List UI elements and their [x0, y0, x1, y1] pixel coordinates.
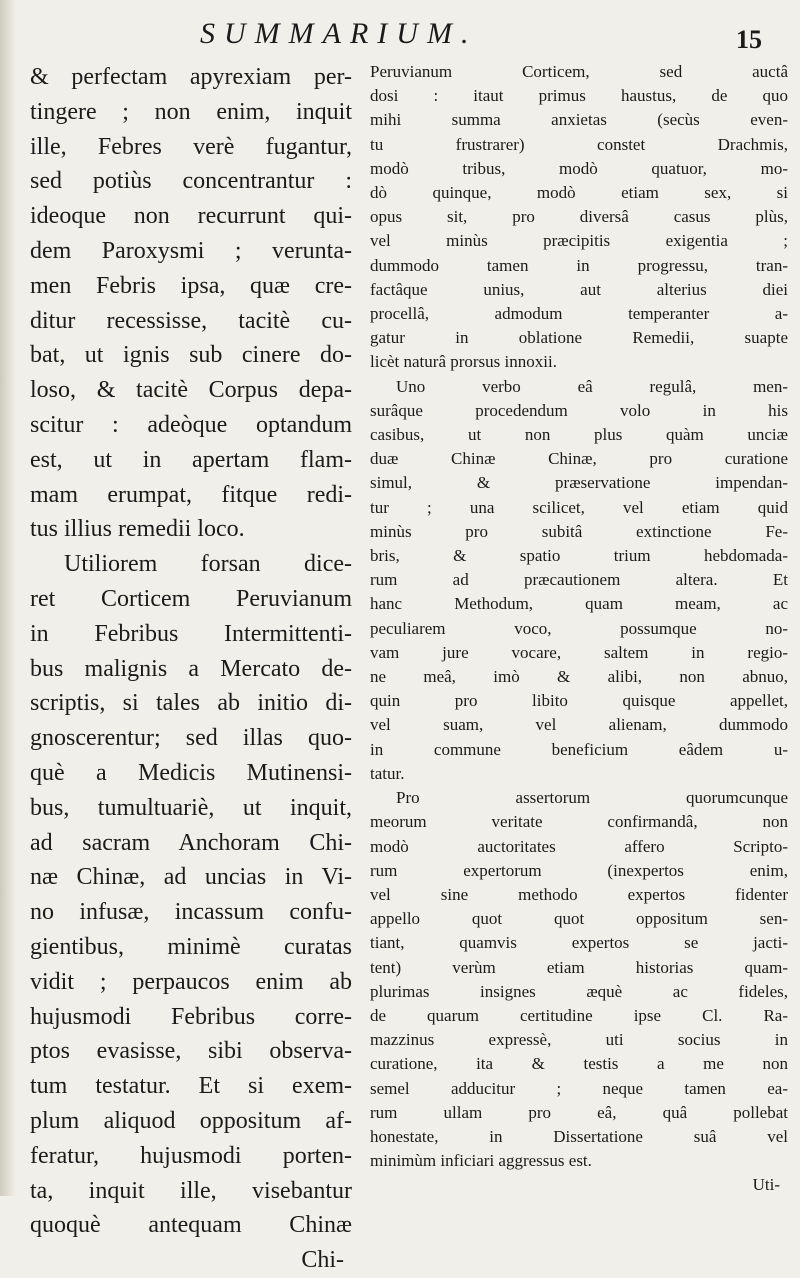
text-line: men Febris ipsa, quæ cre-	[30, 272, 352, 299]
text-line: mihi summa anxietas (secùs even-	[370, 110, 788, 130]
text-line: gientibus, minimè curatas	[30, 933, 352, 960]
text-line: hanc Methodum, quam meam, ac	[370, 594, 788, 614]
text-line: curatione, ita & testis a me non	[370, 1054, 788, 1074]
text-line: minimùm inficiari aggressus est.	[370, 1151, 592, 1171]
text-line: de quarum certitudine ipse Cl. Ra-	[370, 1005, 788, 1025]
text-line: plurimas insignes æquè ac fideles,	[370, 981, 788, 1001]
text-line: & perfectam apyrexiam per-	[30, 64, 352, 90]
text-line: no infusæ, incassum confu-	[30, 899, 352, 926]
text-line: bris, & spatio trium hebdomada-	[370, 546, 788, 566]
text-line: feratur, hujusmodi porten-	[30, 1142, 352, 1169]
text-line: vel sine methodo expertos fidenter	[370, 884, 788, 904]
text-line: tur ; una scilicet, vel etiam quid	[370, 497, 788, 517]
page-gutter-shadow	[0, 0, 16, 1196]
text-line: Peruvianum Corticem, sed auctâ	[370, 62, 788, 81]
page-header	[0, 14, 800, 54]
text-line: scitur : adeòque optandum	[30, 411, 352, 438]
text-line: næ Chinæ, ad uncias in Vi-	[30, 864, 352, 891]
text-line: bus, tumultuariè, ut inquit,	[30, 794, 352, 821]
text-line: ptos evasisse, sibi observa-	[30, 1038, 352, 1065]
text-line: minùs pro subitâ extinctione Fe-	[370, 521, 788, 541]
text-line: hujusmodi Febribus corre-	[30, 1003, 352, 1030]
text-line: dummodo tamen in progressu, tran-	[370, 255, 788, 275]
text-line: tiant, quamvis expertos se jacti-	[370, 933, 788, 953]
text-line: scriptis, si tales ab initio di-	[30, 690, 352, 717]
text-line: est, ut in apertam flam-	[30, 446, 352, 473]
text-line: ta, inquit ille, visebantur	[30, 1177, 352, 1204]
text-line: peculiarem voco, possumque no-	[370, 618, 788, 638]
text-line: factâque unius, aut alterius diei	[370, 279, 788, 299]
text-line: ad sacram Anchoram Chi-	[30, 829, 352, 856]
page-number: 15	[736, 25, 762, 54]
text-line: loso, & tacitè Corpus depa-	[30, 377, 352, 404]
text-line: in Febribus Intermittenti-	[30, 620, 352, 647]
text-line: appello quot quot oppositum sen-	[370, 909, 788, 929]
text-line: opus sit, pro diversâ casus plùs,	[370, 207, 788, 227]
text-line: tatur.	[370, 763, 405, 783]
text-line: vel minùs præcipitis exigentia ;	[370, 231, 788, 251]
text-line: mazzinus expressè, uti socius in	[370, 1030, 788, 1050]
text-line: dem Paroxysmi ; verunta-	[30, 237, 352, 264]
text-line: ret Corticem Peruvianum	[30, 585, 352, 612]
text-line: ne meâ, imò & alibi, non abnuo,	[370, 667, 788, 687]
text-line: bus malignis a Mercato de-	[30, 655, 352, 682]
text-line: procellâ, admodum temperanter a-	[370, 304, 788, 324]
text-line: Uno verbo eâ regulâ, men-	[396, 376, 788, 396]
text-line: quoquè antequam Chinæ	[30, 1212, 352, 1239]
text-line: dò quinque, modò etiam sex, si	[370, 183, 788, 203]
text-line: casibus, ut non plus quàm unciæ	[370, 425, 788, 445]
text-line: tent) verùm etiam historias quam-	[370, 957, 788, 977]
text-line: modò auctoritates affero Scripto-	[370, 836, 788, 856]
text-line: simul, & præservatione impendan-	[370, 473, 788, 493]
right-column	[370, 60, 788, 1198]
text-line: sed potiùs concentrantur :	[30, 168, 352, 195]
text-line: modò tribus, modò quatuor, mo-	[370, 158, 788, 178]
text-line: tus illius remedii loco.	[30, 516, 245, 543]
text-line: vam jure vocare, saltem in regio-	[370, 642, 788, 662]
text-line: quin pro libito quisque appellet,	[370, 691, 788, 711]
text-line: tum testatur. Et si exem-	[30, 1073, 352, 1100]
text-line: Pro assertorum quorumcunque	[396, 788, 788, 808]
catchword: Chi-	[301, 1247, 344, 1274]
text-line: tu frustrarer) constet Drachmis,	[370, 134, 788, 154]
text-line: vel suam, vel alienam, dummodo	[370, 715, 788, 735]
running-head: SUMMARIUM.	[200, 17, 478, 50]
text-line: bat, ut ignis sub cinere do-	[30, 342, 352, 369]
text-line: in commune beneficium eâdem u-	[370, 739, 788, 759]
text-line: dosi : itaut primus haustus, de quo	[370, 86, 788, 106]
text-line: plum aliquod oppositum af-	[30, 1107, 352, 1134]
text-line: rum expertorum (inexpertos enim,	[370, 860, 788, 880]
text-line: vidit ; perpaucos enim ab	[30, 968, 352, 995]
text-line: honestate, in Dissertatione suâ vel	[370, 1126, 788, 1146]
text-line: semel adducitur ; neque tamen ea-	[370, 1078, 788, 1098]
text-line: què a Medicis Mutinensi-	[30, 759, 352, 786]
text-line: surâque procedendum volo in his	[370, 400, 788, 420]
text-line: ille, Febres verè fugantur,	[30, 133, 352, 160]
text-line: ditur recessisse, tacitè cu-	[30, 307, 352, 334]
text-line: gatur in oblatione Remedii, suapte	[370, 328, 788, 348]
text-line: rum ad præcautionem altera. Et	[370, 570, 788, 590]
text-line: gnoscerentur; sed illas quo-	[30, 725, 352, 752]
text-line: meorum veritate confirmandâ, non	[370, 812, 788, 832]
text-line: licèt naturâ prorsus innoxii.	[370, 352, 557, 372]
text-line: duæ Chinæ Chinæ, pro curatione	[370, 449, 788, 469]
left-column	[30, 60, 352, 1278]
catchword: Uti-	[752, 1175, 780, 1195]
text-line: mam erumpat, fitque redi-	[30, 481, 352, 508]
text-line: Utiliorem forsan dice-	[64, 551, 352, 578]
text-line: ideoque non recurrunt qui-	[30, 203, 352, 230]
text-line: tingere ; non enim, inquit	[30, 98, 352, 125]
text-line: rum ullam pro eâ, quâ pollebat	[370, 1102, 788, 1122]
